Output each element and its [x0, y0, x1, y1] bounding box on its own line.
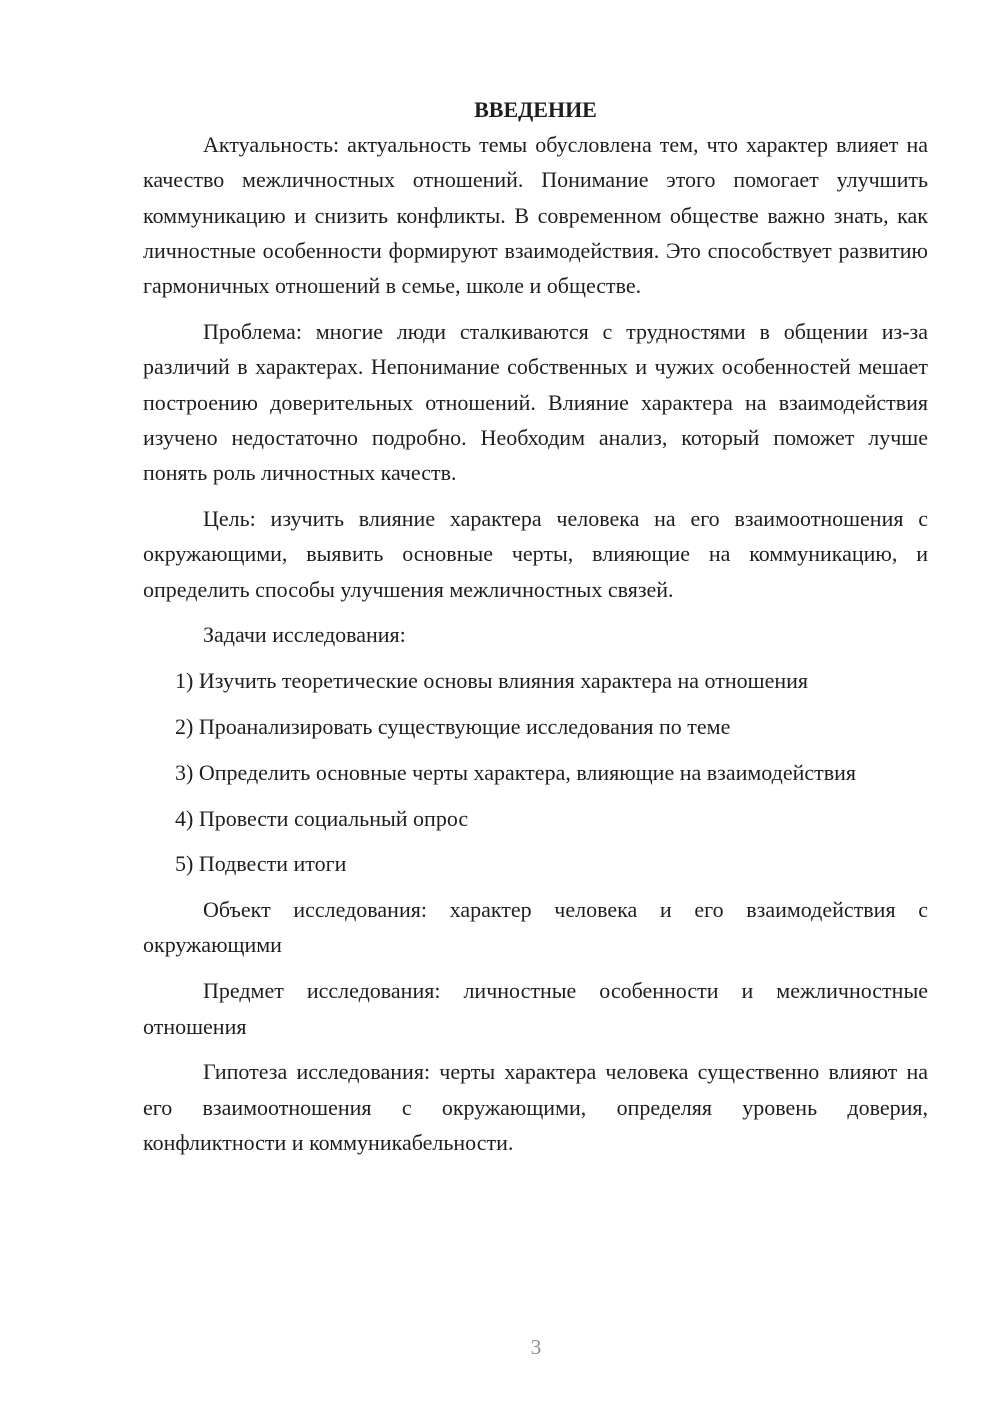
paragraph-goal: Цель: изучить влияние характера человека на его взаимоотношения с окружающими, выявить основные черты, влияющие на коммуникацию, и определить способы улучшения межличностных связей.	[143, 505, 928, 602]
task-item-4: 4) Провести социальный опрос	[175, 805, 469, 831]
task-item-2: 2) Проанализировать существующие исследования по теме	[175, 713, 731, 739]
task-item-3: 3) Определить основные черты характера, влияющие на взаимодействия	[175, 759, 857, 785]
paragraph-problem: Проблема: многие люди сталкиваются с трудностями в общении из-за различий в характерах. Непонимание собственных и чужих особенностей мешает построению доверительных отношений. Влияние характера на взаимодействия изучено недостаточно подробно. Необходим анализ, который поможет лучше понять роль личностных качеств.	[143, 318, 928, 486]
paragraph-hypothesis: Гипотеза исследования: черты характера человека существенно влияют на его взаимоотношения с окружающими, определяя уровень доверия, конфликтности и коммуникабельности.	[143, 1059, 928, 1155]
task-item-5: 5) Подвести итоги	[175, 851, 347, 877]
document-body	[143, 92, 928, 1171]
paragraph-object: Объект исследования: характер человека и его взаимодействия с окружающими	[143, 897, 928, 958]
paragraph-relevance: Актуальность: актуальность темы обусловлена тем, что характер влияет на качество межличностных отношений. Понимание этого помогает улучшить коммуникацию и снизить конфликты. В современном обществе важно знать, как личностные особенности формируют взаимодействия. Это способствует развитию гармоничных отношений в семье, школе и обществе.	[143, 132, 928, 299]
page-number: 3	[530, 1335, 542, 1359]
task-item-1: 1) Изучить теоретические основы влияния характера на отношения	[175, 668, 809, 694]
section-title: ВВЕДЕНИЕ	[474, 97, 597, 122]
tasks-heading: Задачи исследования:	[203, 622, 406, 648]
paragraph-subject: Предмет исследования: личностные особенности и межличностные отношения	[143, 978, 928, 1039]
